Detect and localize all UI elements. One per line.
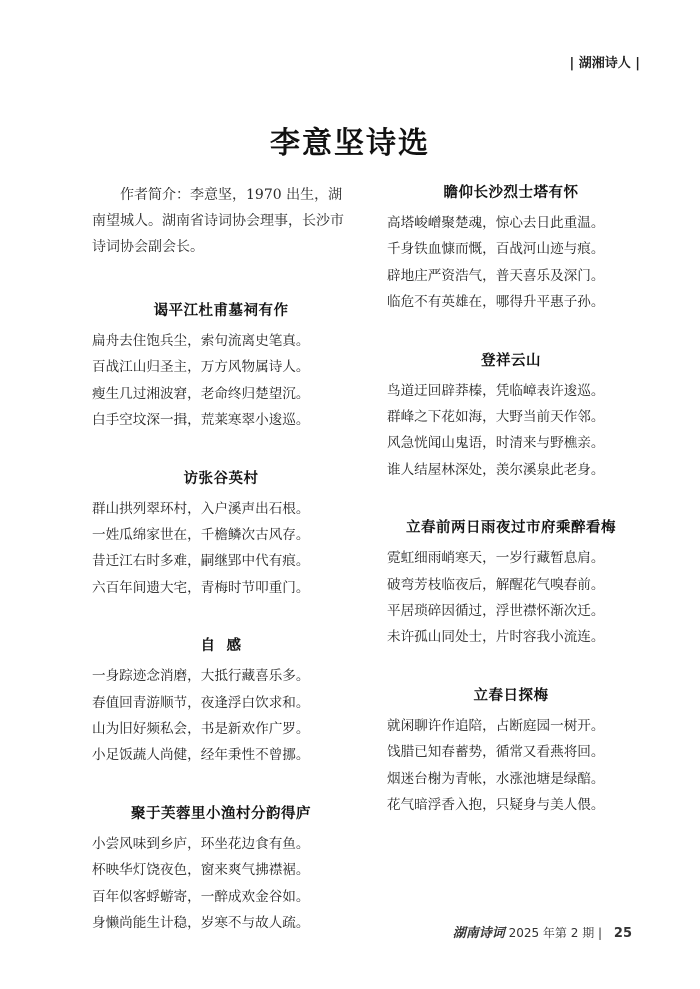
right-column — [387, 182, 627, 853]
poem-line: 百战江山归圣主，万方风物属诗人。 — [92, 359, 310, 376]
poem-line: 群峰之下花如海，大野当前天作邻。 — [387, 409, 605, 426]
poem-line: 昔迁江右时多难，嗣继郢中代有痕。 — [92, 553, 310, 570]
poem — [92, 803, 350, 937]
poem-line: 一身踪迹念消磨，大抵行藏喜乐多。 — [92, 668, 310, 685]
page-footer — [453, 922, 632, 941]
poem-line: 平居琐碎因循过，浮世襟怀渐次迁。 — [387, 603, 605, 620]
poem-line: 白手空坟深一揖，荒莱寒翠小逡巡。 — [92, 412, 310, 429]
poem-line: 小尝风味到乡庐，环坐花边食有鱼。 — [92, 835, 310, 852]
poem-line: 百年似客蜉蝣寄，一醉成欢金谷如。 — [92, 888, 310, 905]
poem — [387, 517, 627, 651]
poem-line: 风急恍闻山鬼语，时清来与野樵亲。 — [387, 435, 605, 452]
poem — [92, 468, 350, 602]
poem — [92, 300, 350, 434]
poem-line: 群山拱列翠环村，入户溪声出石根。 — [92, 500, 310, 517]
poem-line: 六百年间遗大宅，青梅时节叩重门。 — [92, 579, 310, 596]
poem-line: 未许孤山同处士，片时容我小流连。 — [387, 629, 605, 646]
poem-line: 临危不有英雄在，哪得升平惠子孙。 — [387, 294, 605, 311]
author-intro: 作者简介：李意坚，1970 出生，湖南望城人。湖南省诗词协会理事，长沙市诗词协会副会长。 — [92, 187, 344, 255]
issue-label: 2025 年第 2 期 — [508, 926, 595, 940]
poem-line: 花气暗浮香入抱，只疑身与美人偎。 — [387, 797, 605, 814]
poem — [387, 182, 627, 316]
poem-title: 登祥云山 — [481, 351, 541, 369]
poem-title: 聚于芙蓉里小渔村分韵得庐 — [131, 804, 311, 822]
poem — [387, 350, 627, 484]
page-title: 李意坚诗选 — [270, 126, 430, 161]
poem-line: 谁人结屋林深处，羡尔溪泉此老身。 — [387, 461, 605, 478]
footer-separator: | — [598, 926, 603, 940]
poem-line: 高塔峻嶒聚楚魂，惊心去日此重温。 — [387, 215, 605, 231]
poem-line: 杯映华灯饶夜色，窗来爽气拂襟裾。 — [92, 862, 310, 879]
poem-title: 谒平江杜甫墓祠有作 — [153, 302, 289, 319]
poem-line: 破弯芳枝临夜后，解醒花气嗅春前。 — [387, 576, 605, 593]
poem-line: 扁舟去住饱兵尘，索句流离史笔真。 — [92, 333, 310, 349]
poem — [387, 685, 627, 819]
poem-line: 山为旧好频私会，书是新欢作广罗。 — [92, 721, 310, 738]
magazine-logo: 湖南诗词 — [452, 926, 505, 941]
poem-line: 身懒尚能生计稳，岁寒不与故人疏。 — [92, 915, 310, 932]
poem-line: 千身铁血慷而慨，百战河山迹与痕。 — [387, 241, 605, 258]
poem-title: 瞻仰长沙烈士塔有怀 — [443, 184, 579, 201]
poem-line: 瘦生几过湘波窘，老命终归楚望沉。 — [92, 385, 310, 402]
poem-line: 就闲聊许作追陪，占断庭园一树开。 — [387, 717, 605, 734]
poem-line: 春值回青游顺节，夜逢浮白饮求和。 — [92, 694, 310, 711]
poem-line: 烟迷台榭为青帐，水涨池塘是绿醅。 — [387, 770, 605, 787]
page-number: 25 — [613, 926, 632, 941]
poem-line: 霓虹细雨峭寒天，一岁行藏暂息肩。 — [387, 550, 605, 567]
poem-title: 立春日探梅 — [473, 686, 549, 704]
section-tag: | 湖湘诗人 | — [569, 56, 640, 71]
poem-title: 立春前两日雨夜过市府乘醉看梅 — [406, 519, 616, 537]
poem-line: 饯腊已知春蓄势，循常又看燕将回。 — [387, 744, 605, 761]
poem-line: 辟地庄严资浩气，普天喜乐及深门。 — [387, 267, 605, 284]
poem-line: 鸟道迂回辟莽榛，凭临嶂表许逡巡。 — [387, 382, 605, 399]
poem-title: 访张谷英村 — [183, 469, 259, 487]
poem-line: 一姓瓜绵家世在，千檐鳞次古风存。 — [92, 527, 310, 544]
poem-title: 自 感 — [200, 637, 242, 655]
left-column — [92, 182, 350, 971]
poem — [92, 635, 350, 769]
poem-line: 小足饭蔬人尚健，经年秉性不曾挪。 — [92, 747, 310, 764]
